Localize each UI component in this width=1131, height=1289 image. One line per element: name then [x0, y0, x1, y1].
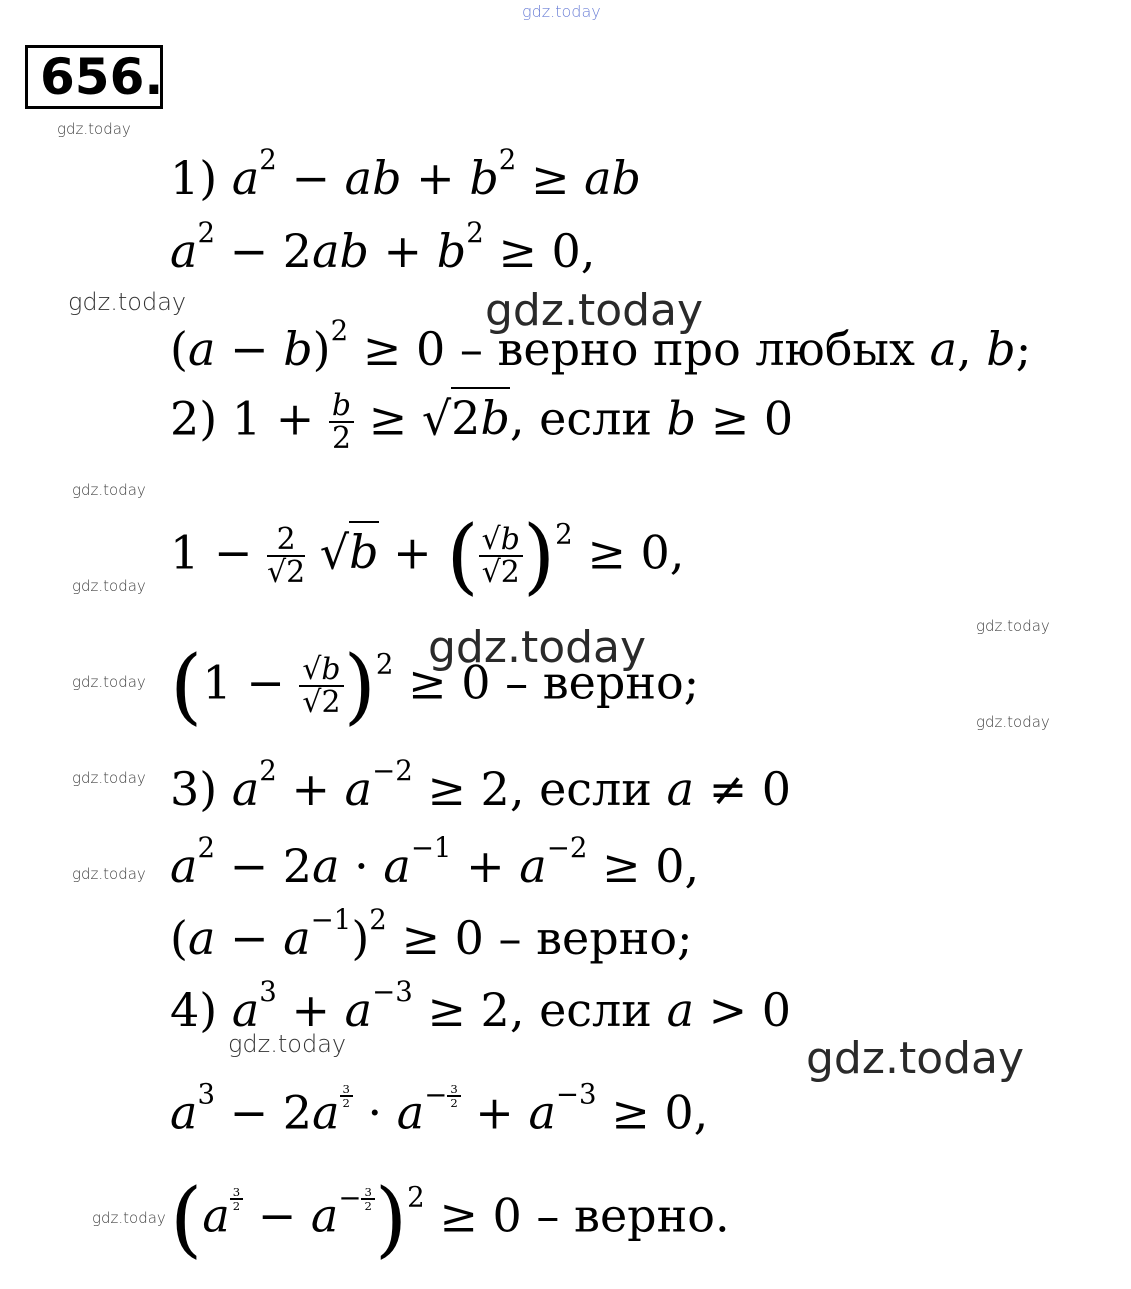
watermark: gdz.today: [228, 1030, 347, 1058]
line-text: – верно про любых: [459, 322, 915, 376]
problem-number: 656.: [25, 45, 163, 109]
math-line-9: $(a - a^{-1})^2 \ge 0$ – верно;: [170, 903, 693, 965]
watermark: gdz.today: [72, 865, 146, 883]
watermark: gdz.today: [976, 617, 1050, 635]
item-label: 4): [170, 983, 218, 1037]
watermark-large: gdz.today: [428, 622, 647, 673]
watermark: gdz.today: [68, 288, 187, 316]
watermark: gdz.today: [976, 713, 1050, 731]
watermark: gdz.today: [72, 481, 146, 499]
math-line-11: $a^3 - 2a$ $^{\frac{3}{2}}$ · $a^{- \frac{3}{2}}$ + $a^{-3} \ge 0$,: [170, 1077, 709, 1140]
math-line-6: (1 − $\frac{√b}{√2}$ )$^2$ ≥ 0 – верно;: [170, 637, 700, 734]
math-line-5: 1 − $\frac{2}{√2}$ √b + ( $\frac{√b}{√2}$ )$^2$ ≥ 0,: [170, 507, 685, 604]
math-line-10: 4) $a^3 + a^{-3} \ge 2$, если a > 0: [170, 975, 792, 1037]
line-text: , если: [509, 983, 652, 1037]
watermark: gdz.today: [57, 120, 131, 138]
line-text: – верно;: [498, 911, 693, 965]
watermark: gdz.today: [72, 673, 146, 691]
line-text: – верно;: [505, 655, 700, 710]
watermark: gdz.today: [72, 769, 146, 787]
item-label: 1): [170, 151, 218, 205]
math-line-2: $a^2 - 2ab + b^2 \ge 0$,: [170, 216, 596, 278]
math-line-7: 3) $a^2 + a^{-2} \ge 2$, если a ≠ 0: [170, 754, 792, 816]
watermark-large: gdz.today: [806, 1033, 1025, 1084]
math-line-12: (a $^{\frac{3}{2}}$ − $a^{- \frac{3}{2}}$ )$^2$ ≥ 0 – верно.: [170, 1170, 730, 1267]
line-text: – верно.: [536, 1188, 730, 1243]
item-label: 3): [170, 762, 218, 816]
math-line-3: $(a - b)^2 \ge 0$ – верно про любых a, b;: [170, 314, 1032, 376]
watermark-large: gdz.today: [485, 285, 704, 336]
math-line-1: 1) $a^2$ − ab + $b^2$ ≥ ab: [170, 143, 641, 205]
math-line-4: 2) 1 + $\frac{b}{2}$ ≥ √2b, если b ≥ 0: [170, 388, 794, 457]
watermark: gdz.today: [92, 1209, 166, 1227]
watermark-top: gdz.today: [522, 2, 601, 21]
math-line-8: $a^2 - 2a \cdot a^{-1} + a^{-2} \ge 0$,: [170, 831, 700, 893]
line-text: , если: [509, 762, 652, 816]
watermark: gdz.today: [72, 577, 146, 595]
item-label: 2): [170, 391, 218, 446]
line-text: , если: [509, 391, 653, 446]
